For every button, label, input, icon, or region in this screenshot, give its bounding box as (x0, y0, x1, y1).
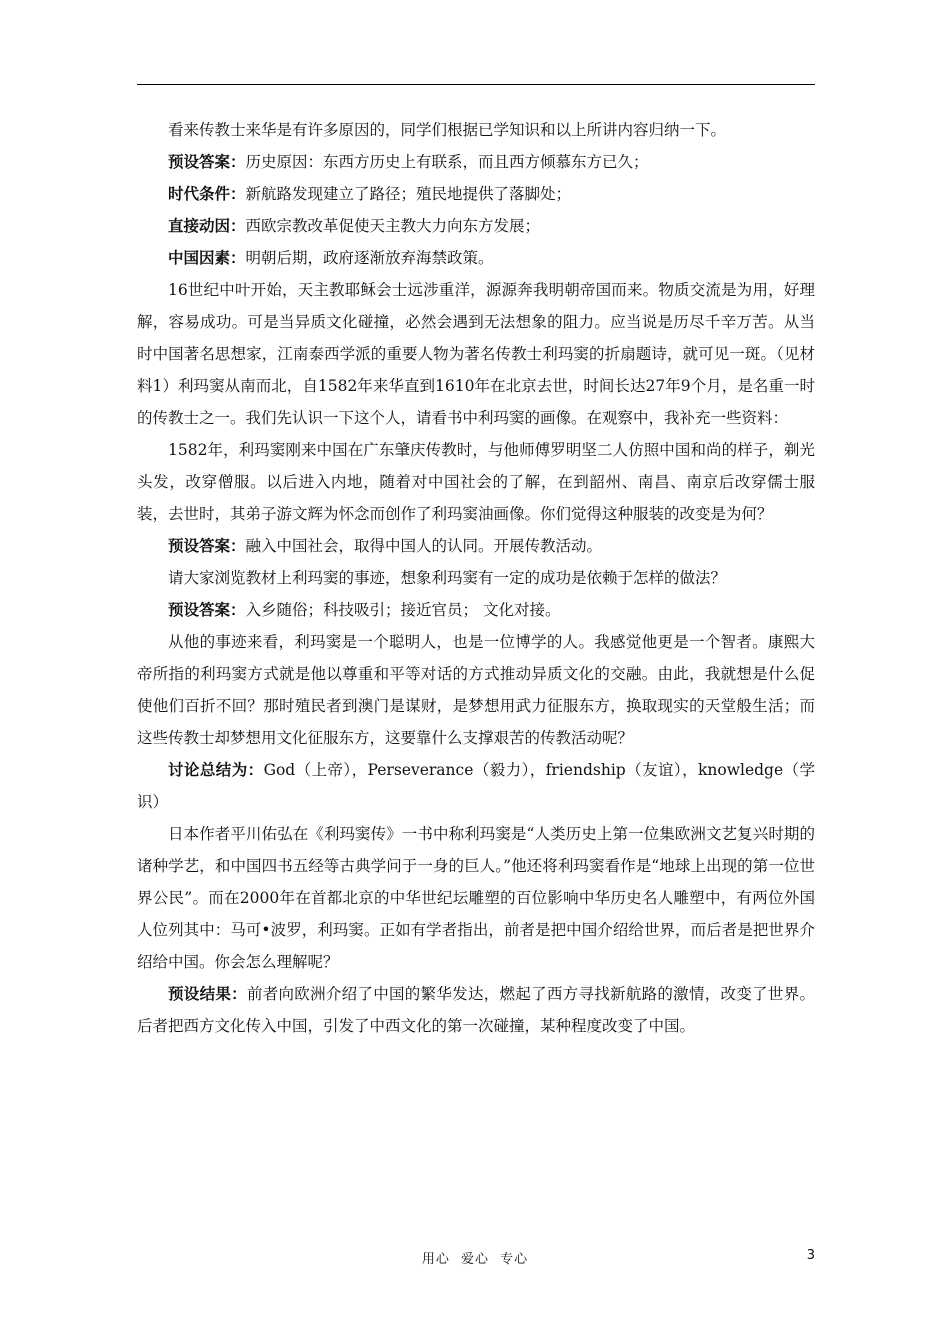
paragraph-discussion-summary: 讨论总结为：God（上帝），Perseverance（毅力），friendship（友谊），knowledge（学识） (137, 760, 815, 811)
paragraph-label: 时代条件： (168, 184, 246, 203)
paragraph-intro: 看来传教士来华是有许多原因的，同学们根据已学知识和以上所讲内容归纳一下。 (168, 121, 727, 139)
paragraph-preset-answer-1: 预设答案：历史原因：东西方历史上有联系，而且西方倾慕东方已久； (168, 152, 649, 171)
document-body (137, 114, 815, 1042)
paragraph-1582: 1582年，利玛窦刚来中国在广东肇庆传教时，与他师傅罗明坚二人仿照中国和尚的样子，剃光头发，改穿僧服。以后进入内地，随着对中国社会的了解，在到韶州、南昌、南京后改穿儒士服装，去世时，其弟子游文辉为怀念而创作了利玛窦油画像。你们觉得这种服装的改变是为何？ (137, 441, 815, 523)
paragraph-label: 中国因素： (168, 248, 246, 267)
paragraph-japanese-author: 日本作者平川佑弘在《利玛窦传》一书中称利玛窦是“人类历史上第一位集欧洲文艺复兴时期的诸种学艺，和中国四书五经等古典学问于一身的巨人。”他还将利玛窦看作是“地球上出现的第一位世界公民”。而在2000年在首都北京的中华世纪坛雕塑的百位影响中华历史名人雕塑中，有两位外国人位列其中：马可•波罗，利玛窦。正如有学者指出，前者是把中国介绍给世界，而后者是把世界介绍给中国。你会怎么理解呢？ (137, 825, 815, 971)
paragraph-label: 讨论总结为： (168, 760, 264, 779)
paragraph-16th-century: 16世纪中叶开始，天主教耶稣会士远涉重洋，源源奔我明朝帝国而来。物质交流是为用，好理解，容易成功。可是当异质文化碰撞，必然会遇到无法想象的阻力。应当说是历尽千辛万苦。从当时中国著名思想家，江南泰西学派的重要人物为著名传教士利玛窦的折扇题诗，就可见一斑。（见材料1）利玛窦从南而北，自1582年来华直到1610年在北京去世，时间长达27年9个月，是名重一时的传教士之一。我们先认识一下这个人，请看书中利玛窦的画像。在观察中，我补充一些资料： (137, 281, 815, 427)
paragraph-label: 预设结果： (168, 984, 247, 1003)
paragraph-china-factor: 中国因素：明朝后期，政府逐渐放弃海禁政策。 (168, 248, 494, 267)
paragraph-label: 直接动因： (168, 216, 246, 235)
header-rule (137, 84, 815, 85)
paragraph-wise-man: 从他的事迹来看，利玛窦是一个聪明人，也是一位博学的人。我感觉他更是一个智者。康熙大帝所指的利玛窦方式就是他以尊重和平等对话的方式推动异质文化的交融。由此，我就想是什么促使他们百折不回？那时殖民者到澳门是谋财，是梦想用武力征服东方，换取现实的天堂般生活；而这些传教士却梦想用文化征服东方，这要靠什么支撑艰苦的传教活动呢？ (137, 633, 815, 747)
paragraph-browse-textbook: 请大家浏览教材上利玛窦的事迹，想象利玛窦有一定的成功是依赖于怎样的做法？ (168, 569, 727, 587)
page-number: 3 (806, 1248, 815, 1263)
paragraph-label: 预设答案： (168, 600, 246, 619)
paragraph-preset-answer-2: 预设答案：融入中国社会，取得中国人的认同。开展传教活动。 (168, 536, 603, 555)
paragraph-preset-answer-3: 预设答案：入乡随俗；科技吸引；接近官员； 文化对接。 (168, 600, 561, 619)
paragraph-direct-motive: 直接动因：西欧宗教改革促使天主教大力向东方发展； (168, 216, 541, 235)
footer-motto: 用心 爱心 专心 (421, 1252, 529, 1267)
paragraph-preset-result: 预设结果：前者向欧洲介绍了中国的繁华发达，燃起了西方寻找新航路的激情，改变了世界。后者把西方文化传入中国，引发了中西文化的第一次碰撞，某种程度改变了中国。 (137, 984, 815, 1035)
paragraph-label: 预设答案： (168, 536, 246, 555)
paragraph-era-conditions: 时代条件：新航路发现建立了路径；殖民地提供了落脚处； (168, 184, 572, 203)
paragraph-label: 预设答案： (168, 152, 246, 171)
